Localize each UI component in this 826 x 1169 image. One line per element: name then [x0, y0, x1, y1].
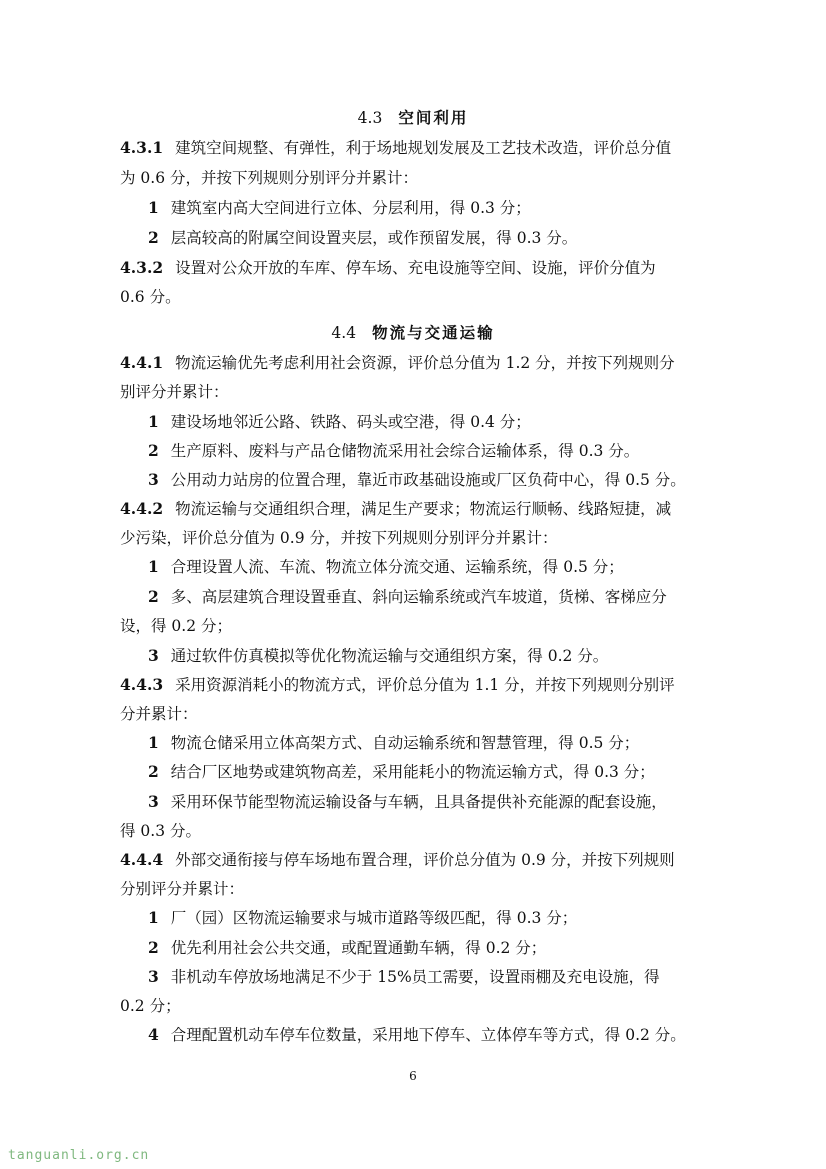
clause-4-4-2 — [120, 499, 671, 519]
clause-text-continued: 为 0.6 分，并按下列规则分别评分并累计： — [120, 169, 419, 187]
item-text: 建设场地邻近公路、铁路、码头或空港，得 0.4 分； — [170, 413, 531, 431]
clause-4-4-1 — [120, 353, 675, 373]
section-title: 物流与交通运输 — [372, 323, 495, 342]
list-item — [148, 938, 546, 958]
section-heading-4-4 — [0, 323, 826, 343]
clause-number: 4.4.4 — [120, 850, 164, 869]
item-number: 1 — [148, 412, 159, 431]
item-number: 2 — [148, 762, 159, 781]
clause-number: 4.4.1 — [120, 353, 164, 372]
item-text: 生产原料、废料与产品仓储物流采用社会综合运输体系，得 0.3 分。 — [170, 442, 640, 460]
item-text: 非机动车停放场地满足不少于 15%员工需要，设置雨棚及充电设施，得 — [170, 968, 660, 986]
section-title: 空间利用 — [398, 108, 469, 127]
clause-number: 4.3.2 — [120, 258, 164, 277]
item-number: 2 — [148, 938, 159, 957]
clause-text: 物流运输优先考虑利用社会资源，评价总分值为 1.2 分，并按下列规则分 — [175, 354, 675, 372]
list-item — [148, 967, 660, 987]
item-text-continued: 得 0.3 分。 — [120, 822, 202, 840]
clause-text: 外部交通衔接与停车场地布置合理，评价总分值为 0.9 分，并按下列规则 — [175, 851, 675, 869]
item-text: 通过软件仿真模拟等优化物流运输与交通组织方案，得 0.2 分。 — [170, 647, 609, 665]
item-text: 采用环保节能型物流运输设备与车辆，且具备提供补充能源的配套设施， — [170, 793, 667, 811]
clause-text: 设置对公众开放的车库、停车场、充电设施等空间、设施，评价分值为 — [175, 259, 656, 277]
list-item — [148, 1025, 686, 1045]
item-text: 合理设置人流、车流、物流立体分流交通、运输系统，得 0.5 分； — [170, 558, 624, 576]
item-text: 建筑室内高大空间进行立体、分层利用，得 0.3 分； — [170, 199, 531, 217]
list-item — [148, 412, 531, 432]
item-number: 3 — [148, 470, 159, 489]
clause-text: 建筑空间规整、有弹性，利于场地规划发展及工艺技术改造，评价总分值 — [175, 139, 672, 157]
clause-text-continued: 少污染，评价总分值为 0.9 分，并按下列规则分别评分并累计： — [120, 529, 558, 547]
page-number: 6 — [409, 1069, 417, 1083]
list-item — [148, 470, 686, 490]
clause-text-continued: 分并累计： — [120, 705, 198, 723]
list-item — [148, 198, 531, 218]
list-item — [148, 557, 624, 577]
list-item — [148, 646, 608, 666]
clause-4-3-1 — [120, 138, 671, 158]
list-item — [148, 908, 577, 928]
item-text: 结合厂区地势或建筑物高差，采用能耗小的物流运输方式，得 0.3 分； — [170, 763, 655, 781]
item-number: 1 — [148, 557, 159, 576]
clause-text-continued: 别评分并累计： — [120, 383, 229, 401]
item-text-continued: 0.2 分； — [120, 997, 181, 1015]
clause-4-3-2 — [120, 258, 656, 278]
item-number: 1 — [148, 198, 159, 217]
item-number: 3 — [148, 646, 159, 665]
item-number: 1 — [148, 733, 159, 752]
item-text-continued: 设，得 0.2 分； — [120, 617, 233, 635]
clause-text-continued: 0.6 分。 — [120, 288, 181, 306]
item-text: 多、高层建筑合理设置垂直、斜向运输系统或汽车坡道，货梯、客梯应分 — [170, 588, 667, 606]
clause-text-continued: 分别评分并累计： — [120, 880, 245, 898]
clause-text: 物流运输与交通组织合理，满足生产要求；物流运行顺畅、线路短捷，减 — [175, 500, 672, 518]
item-number: 4 — [148, 1025, 159, 1044]
watermark: tanguanli.org.cn — [8, 1148, 150, 1163]
clause-number: 4.3.1 — [120, 138, 164, 157]
list-item — [148, 733, 639, 753]
item-number: 3 — [148, 967, 159, 986]
item-text: 厂（园）区物流运输要求与城市道路等级匹配，得 0.3 分； — [170, 909, 578, 927]
item-number: 2 — [148, 441, 159, 460]
item-number: 2 — [148, 587, 159, 606]
item-text: 层高较高的附属空间设置夹层，或作预留发展，得 0.3 分。 — [170, 229, 578, 247]
clause-number: 4.4.3 — [120, 675, 164, 694]
section-number: 4.3 — [357, 109, 383, 127]
item-number: 2 — [148, 228, 159, 247]
item-text: 公用动力站房的位置合理，靠近市政基础设施或厂区负荷中心，得 0.5 分。 — [170, 471, 686, 489]
item-number: 1 — [148, 908, 159, 927]
list-item — [148, 441, 639, 461]
item-text: 合理配置机动车停车位数量，采用地下停车、立体停车等方式，得 0.2 分。 — [170, 1026, 686, 1044]
section-heading-4-3 — [0, 108, 826, 128]
item-number: 3 — [148, 792, 159, 811]
list-item — [148, 762, 655, 782]
clause-4-4-3 — [120, 675, 675, 695]
list-item — [148, 228, 577, 248]
clause-4-4-4 — [120, 850, 675, 870]
list-item — [148, 792, 667, 812]
item-text: 物流仓储采用立体高架方式、自动运输系统和智慧管理，得 0.5 分； — [170, 734, 640, 752]
clause-text: 采用资源消耗小的物流方式，评价总分值为 1.1 分，并按下列规则分别评 — [175, 676, 675, 694]
clause-number: 4.4.2 — [120, 499, 164, 518]
item-text: 优先利用社会公共交通，或配置通勤车辆，得 0.2 分； — [170, 939, 547, 957]
list-item — [148, 587, 667, 607]
section-number: 4.4 — [331, 324, 357, 342]
